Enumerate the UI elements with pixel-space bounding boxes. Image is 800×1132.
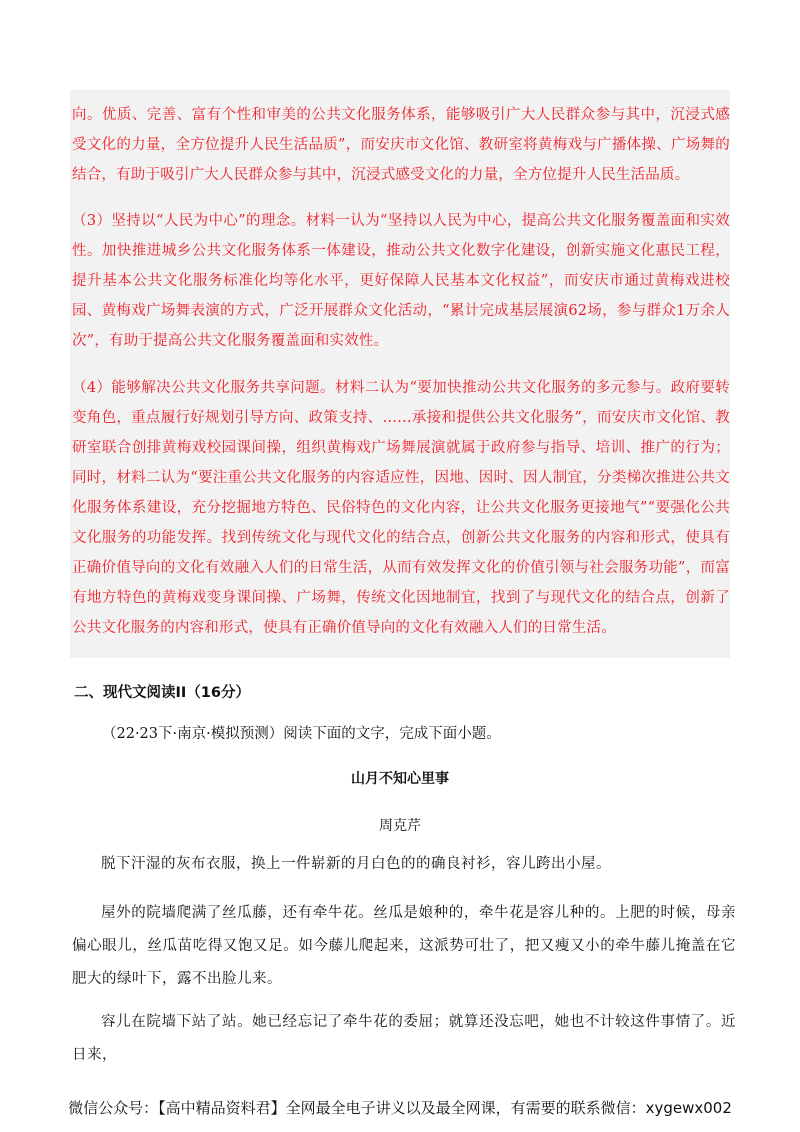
answer-paragraph-3: （4）能够解决公共文化服务共享问题。材料二认为“要加快推动公共文化服务的多元参与。政府要转变角色，重点履行好规划引导方向、政策支持、……承接和提供公共文化服务”，而安庆市文化馆、教研室联合创排黄梅戏校园课间操，组织黄梅戏广场舞展演就属于政府参与指导、培训、推广的行为；同时，材料二认为“要注重公共文化服务的内容适应性，因地、因时、因人制宜，分类梯次推进公共文化服务体系建设，充分挖掘地方特色、民俗特色的文化内容，让公共文化服务更接地气”“要强化公共文化服务的功能发挥。找到传统文化与现代文化的结合点，创新公共文化服务的内容和形式，使具有正确价值导向的文化有效融入人们的日常生活，从而有效发挥文化的价值引领与社会服务功能”，而富有地方特色的黄梅戏变身课间操、广场舞，传统文化因地制宜，找到了与现代文化的结合点，创新了公共文化服务的内容和形式，使具有正确价值导向的文化有效融入人们的日常生活。 [72, 380, 730, 636]
story-paragraph-2: 屋外的院墙爬满了丝瓜藤，还有牵牛花。丝瓜是娘种的，牵牛花是容儿种的。上肥的时候，母亲偏心眼儿，丝瓜苗吃得又饱又足。如今藤儿爬起来，这派势可壮了，把又瘦又小的牵牛藤儿掩盖在它肥大的绿叶下，露不出脸儿来。 [72, 905, 736, 987]
story-paragraph-3: 容儿在院墙下站了站。她已经忘记了牵牛花的委屈；就算还没忘吧，她也不计较这件事情了。近日来， [72, 1014, 736, 1063]
answer-paragraph-2: （3）坚持以“人民为中心”的理念。材料一认为“坚持以人民为中心，提高公共文化服务覆盖面和实效性。加快推进城乡公共文化服务体系一体建设，推动公共文化数字化建设，创新实施文化惠民工程，提升基本公共文化服务标准化均等化水平，更好保障人民基本文化权益”，而安庆市通过黄梅戏进校园、黄梅戏广场舞表演的方式，广泛开展群众文化活动，“累计完成基层展演62场，参与群众1万余人次”，有助于提高公共文化服务覆盖面和实效性。 [72, 213, 730, 349]
story-author: 周克芹 [379, 818, 421, 834]
question-source: （22·23下·南京·模拟预测）阅读下面的文字，完成下面小题。 [102, 726, 501, 742]
footer-watermark: 微信公众号：【高中精品资料君】全网最全电子讲义以及最全网课，有需要的联系微信：xygewx002 [68, 1099, 732, 1117]
story-paragraph-1: 脱下汗湿的灰布衣服，换上一件崭新的月白色的的确良衬衫，容儿跨出小屋。 [101, 856, 611, 872]
story-title: 山月不知心里事 [351, 771, 449, 787]
section-title: 二、现代文阅读II（16分） [74, 685, 250, 701]
answer-paragraph-1: 向。优质、完善、富有个性和审美的公共文化服务体系，能够吸引广大人民群众参与其中，沉浸式感受文化的力量，全方位提升人民生活品质”，而安庆市文化馆、教研室将黄梅戏与广播体操、广场舞的结合，有助于吸引广大人民群众参与其中，沉浸式感受文化的力量，全方位提升人民生活品质。 [72, 107, 730, 183]
